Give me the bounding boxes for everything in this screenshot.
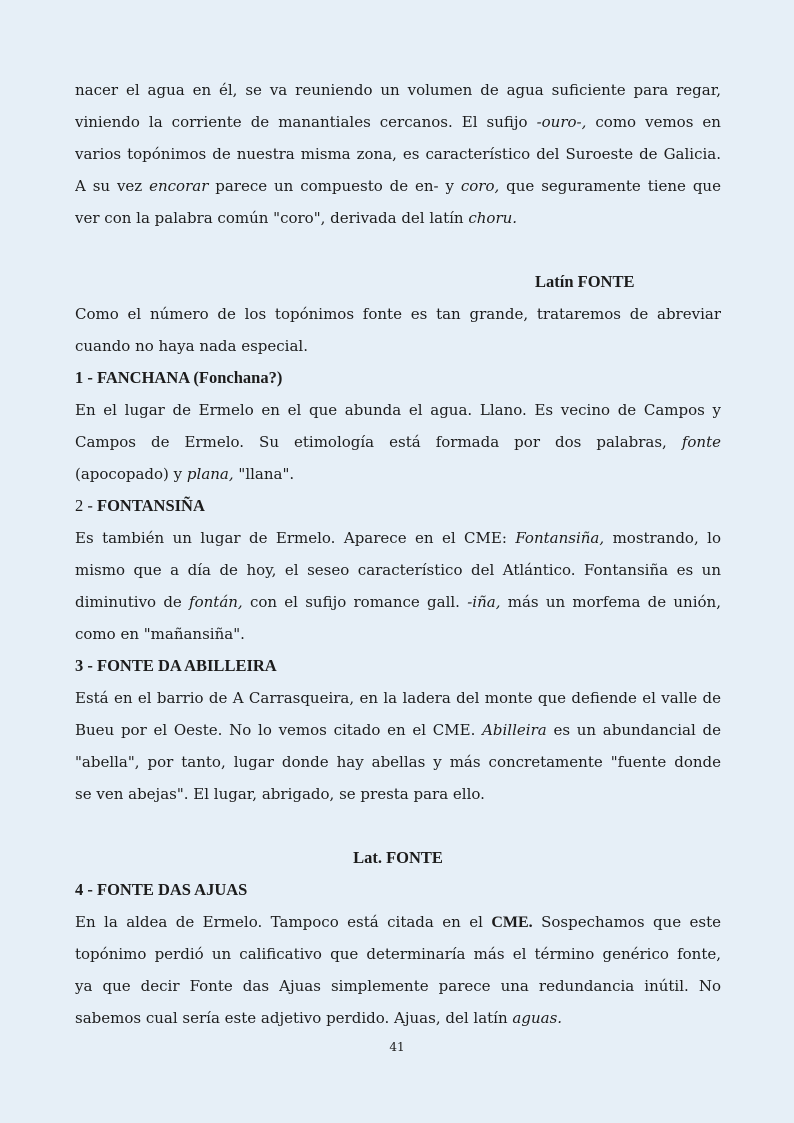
section-heading: Lat. FONTE: [353, 848, 443, 867]
paragraph-line: varios topónimos de nuestra misma zona, es característico del Suroeste de Galicia.: [75, 145, 721, 163]
document-body: [75, 74, 721, 1034]
paragraph-line: se ven abejas". El lugar, abrigado, se presta para ello.: [75, 785, 485, 803]
paragraph-line: Como el número de los topónimos fonte es tan grande, trataremos de abreviar: [75, 305, 721, 323]
entry-heading: 4 - FONTE DAS AJUAS: [75, 880, 248, 899]
paragraph-line: nacer el agua en él, se va reuniendo un volumen de agua suficiente para regar,: [75, 81, 721, 99]
paragraph-line: Está en el barrio de A Carrasqueira, en la ladera del monte que defiende el valle de: [75, 689, 721, 707]
paragraph-line: mismo que a día de hoy, el seseo característico del Atlántico. Fontansiña es un: [75, 561, 721, 579]
paragraph-line: ver con la palabra común "coro", derivada del latín choru.: [75, 209, 518, 227]
page-number: 41: [389, 1040, 405, 1054]
paragraph-line: ya que decir Fonte das Ajuas simplemente parece una redundancia inútil. No: [75, 977, 721, 995]
paragraph-line: como en "mañansiña".: [75, 625, 245, 643]
entry-heading: 1 - FANCHANA (Fonchana?): [75, 368, 283, 387]
paragraph-line: cuando no haya nada especial.: [75, 337, 308, 355]
paragraph-line: En el lugar de Ermelo en el que abunda el agua. Llano. Es vecino de Campos y: [75, 401, 721, 419]
paragraph-line: topónimo perdió un calificativo que determinaría más el término genérico fonte,: [75, 945, 721, 963]
paragraph-line: viniendo la corriente de manantiales cercanos. El sufijo -ouro-, como vemos en: [75, 113, 721, 131]
section-heading: Latín FONTE: [535, 272, 635, 291]
paragraph-line: diminutivo de fontán, con el sufijo romance gall. -iña, más un morfema de unión,: [75, 593, 721, 611]
paragraph-line: Campos de Ermelo. Su etimología está formada por dos palabras, fonte: [75, 433, 721, 451]
paragraph-line: A su vez encorar parece un compuesto de en- y coro, que seguramente tiene que: [75, 177, 721, 195]
entry-heading: 3 - FONTE DA ABILLEIRA: [75, 656, 277, 675]
paragraph-line: En la aldea de Ermelo. Tampoco está citada en el CME. Sospechamos que este: [75, 913, 721, 931]
paragraph-line: Bueu por el Oeste. No lo vemos citado en el CME. Abilleira es un abundancial de: [75, 721, 721, 739]
paragraph-line: sabemos cual sería este adjetivo perdido. Ajuas, del latín aguas.: [75, 1009, 563, 1027]
paragraph-line: Es también un lugar de Ermelo. Aparece en el CME: Fontansiña, mostrando, lo: [75, 529, 721, 547]
paragraph-line: "abella", por tanto, lugar donde hay abellas y más concretamente "fuente donde: [75, 753, 721, 771]
paragraph-line: (apocopado) y plana, "llana".: [75, 465, 295, 483]
entry-heading: 2 - FONTANSIÑA: [75, 496, 205, 515]
